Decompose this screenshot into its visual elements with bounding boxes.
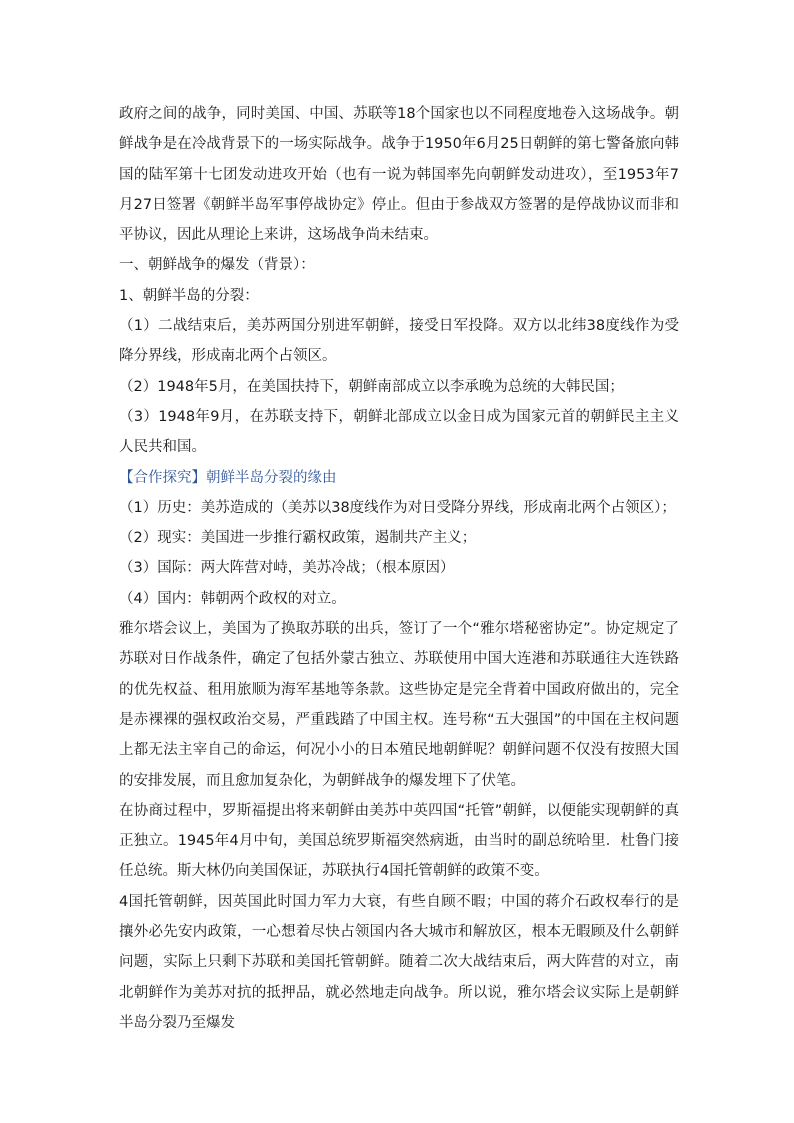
paragraph-yalta: 雅尔塔会议上，美国为了换取苏联的出兵，签订了一个“雅尔塔秘密协定”。协定规定了苏联对日作战条件，确定了包括外蒙古独立、苏联使用中国大连港和苏联通往大连铁路的优先权益、租用旅顺为海军基地等条款。这些协定是完全背着中国政府做出的，完全是赤裸裸的强权政治交易，严重践踏了中国主权。连号称“五大强国”的中国在主权问题上都无法主宰自己的命运，何况小小的日本殖民地朝鲜呢？朝鲜问题不仅没有按照大国的安排发展，而且愈加复杂化，为朝鲜战争的爆发埋下了伏笔。 [119, 621, 679, 789]
paragraph-trusteeship: 在协商过程中，罗斯福提出将来朝鲜由美苏中英四国“托管”朝鲜，以便能实现朝鲜的真正独立。1945年4月中旬，美国总统罗斯福突然病逝，由当时的副总统哈里．杜鲁门接任总统。斯大林仍向美国保证，苏联执行4国托管朝鲜的政策不变。 [119, 802, 679, 880]
list-item-2: （2）1948年5月，在美国扶持下，朝鲜南部成立以李承晚为总统的大韩民国； [119, 378, 624, 395]
section-heading-outbreak: 一、朝鲜战争的爆发（背景）： [119, 257, 315, 274]
reason-domestic: （4）国内：韩朝两个政权的对立。 [119, 590, 346, 607]
reason-history: （1）历史：美苏造成的（美苏以38度线作为对日受降分界线，形成南北两个占领区）； [119, 499, 676, 516]
subheading-division: 1、朝鲜半岛的分裂： [119, 287, 259, 304]
paragraph-intro: 政府之间的战争，同时美国、中国、苏联等18个国家也以不同程度地卷入这场战争。朝鲜战争是在冷战背景下的一场实际战争。战争于1950年6月25日朝鲜的第七警备旅向韩国的陆军第十七团发动进攻开始（也有一说为韩国率先向朝鲜发动进攻），至1953年7月27日签署《朝鲜半岛军事停战协定》停止。但由于参战双方签署的是停战协议而非和平协议，因此从理论上来讲，这场战争尚未结束。 [119, 106, 679, 244]
reason-reality: （2）现实：美国进一步推行霸权政策，遏制共产主义； [119, 530, 477, 547]
reason-international: （3）国际：两大阵营对峙，美苏冷战；（根本原因） [119, 560, 455, 577]
list-item-3: （3）1948年9月，在苏联支持下，朝鲜北部成立以金日成为国家元首的朝鲜民主主义人民共和国。 [119, 408, 679, 456]
cooperation-inquiry-heading: 【合作探究】朝鲜半岛分裂的缘由 [119, 469, 337, 486]
paragraph-four-powers: 4国托管朝鲜，因英国此时国力军力大衰，有些自顾不暇；中国的蒋介石政权奉行的是攘外必先安内政策，一心想着尽快占领国内各大城市和解放区，根本无暇顾及什么朝鲜问题，实际上只剩下苏联和美国托管朝鲜。随着二次大战结束后，两大阵营的对立，南北朝鲜作为美苏对抗的抵押品，就必然地走向战争。所以说，雅尔塔会议实际上是朝鲜半岛分裂乃至爆发 [119, 893, 679, 1031]
document-body [119, 99, 679, 1038]
list-item-1: （1）二战结束后，美苏两国分别进军朝鲜，接受日军投降。双方以北纬38度线作为受降分界线，形成南北两个占领区。 [119, 318, 679, 365]
